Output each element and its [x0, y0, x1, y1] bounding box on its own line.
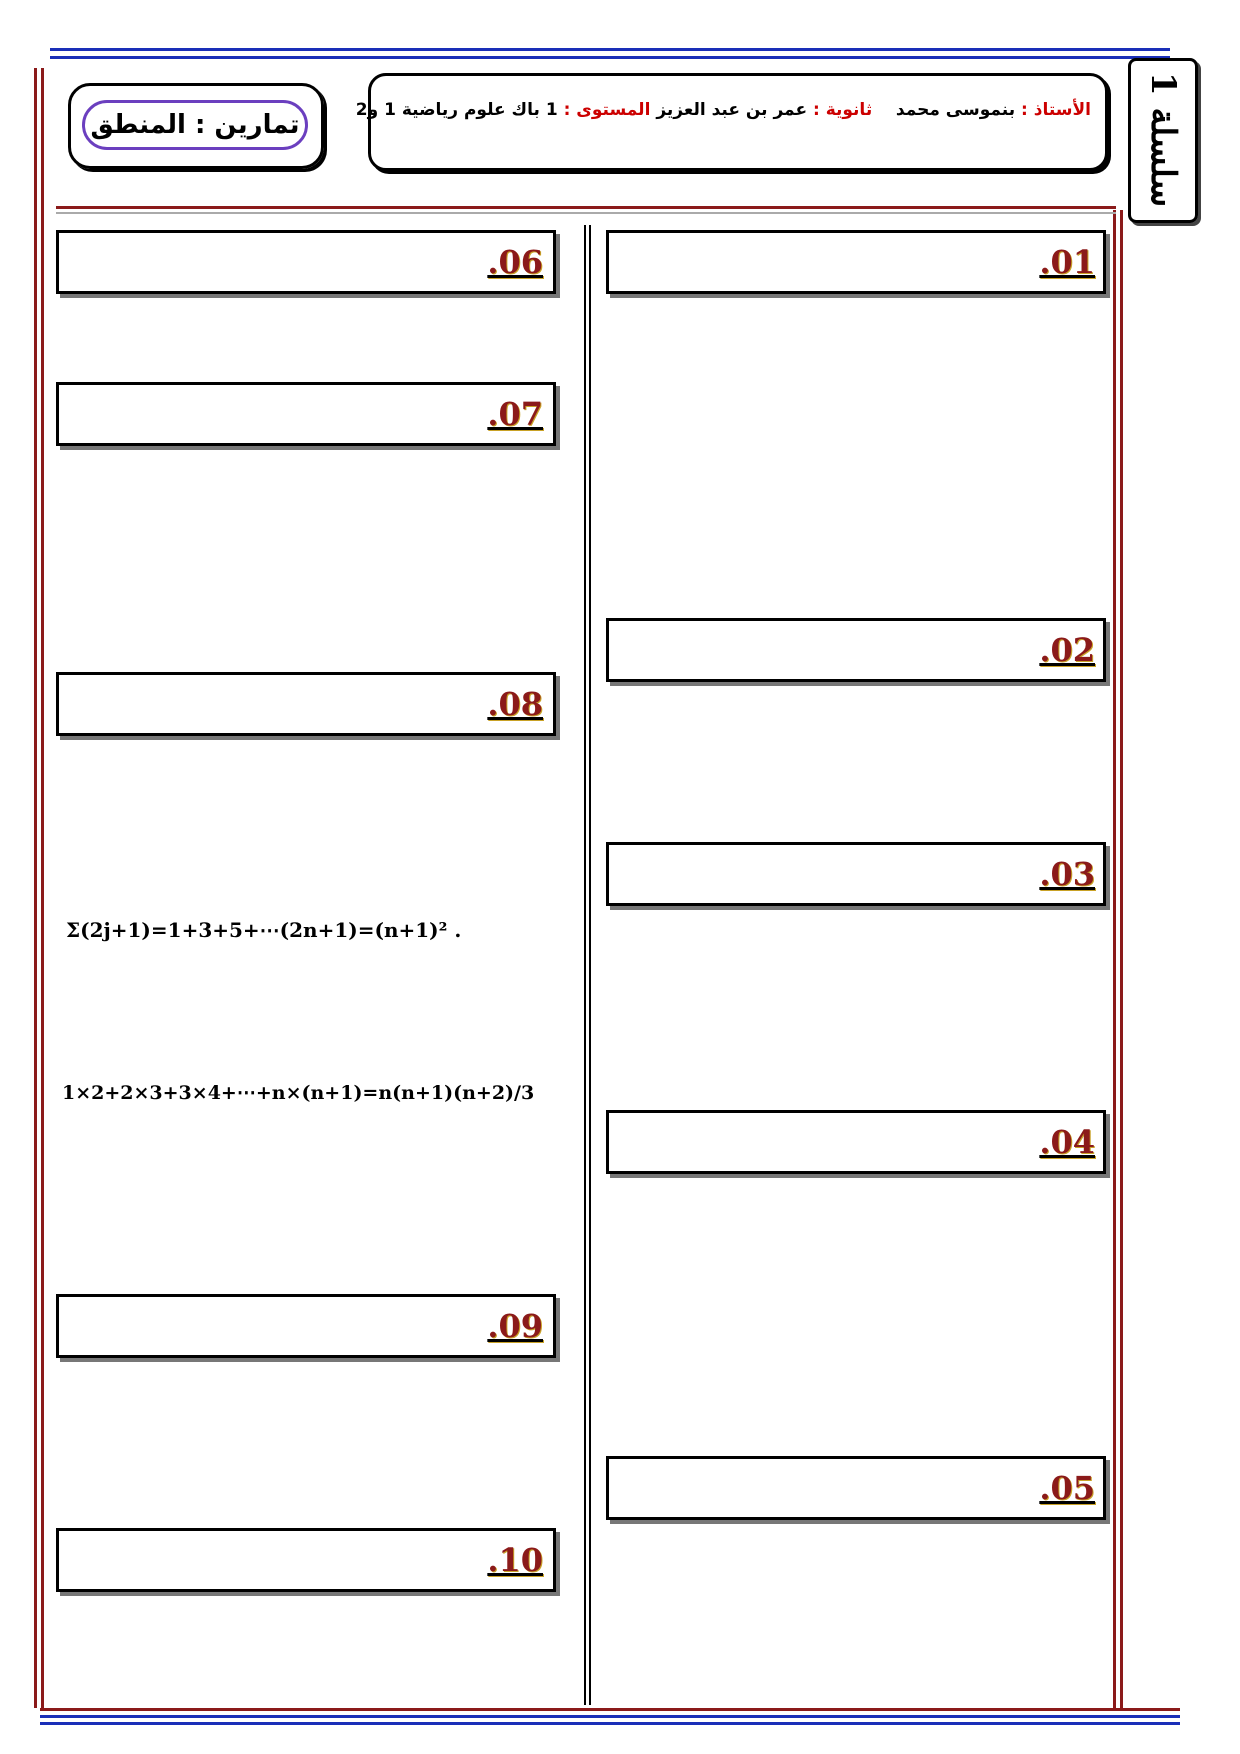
info-line	[356, 100, 1091, 120]
right-border-line	[1120, 210, 1123, 1708]
exercise-header-08	[56, 672, 556, 736]
exercise-header-07	[56, 382, 556, 446]
exercise-header-02	[606, 618, 1106, 682]
left-border-line	[41, 68, 44, 1708]
exercise-number: .08	[487, 685, 543, 723]
school-label: ثانوية :	[812, 100, 873, 120]
level-label: المستوى :	[563, 100, 651, 120]
exercise-header-01	[606, 230, 1106, 294]
header-separator	[56, 206, 1116, 209]
column-separator	[589, 225, 591, 1705]
formula: 1×2+2×3+3×4+⋯+n×(n+1)=n(n+1)(n+2)/3	[62, 1082, 535, 1104]
bottom-border-line	[40, 1715, 1180, 1718]
exercise-header-04	[606, 1110, 1106, 1174]
top-border-line	[50, 56, 1170, 59]
exercise-number: .10	[487, 1541, 543, 1579]
exercise-number: .03	[1039, 855, 1095, 893]
exercise-number: .02	[1039, 631, 1095, 669]
exercise-header-06	[56, 230, 556, 294]
exercise-header-09	[56, 1294, 556, 1358]
bottom-border-line	[40, 1722, 1180, 1725]
column-separator	[584, 225, 586, 1705]
exercise-number: .07	[487, 395, 543, 433]
exercise-number: .04	[1039, 1123, 1095, 1161]
level-value: 1 باك علوم رياضية 1 و2	[355, 100, 558, 120]
exercise-header-10	[56, 1528, 556, 1592]
formula: Σ(2j+1)=1+3+5+⋯(2n+1)=(n+1)² .	[66, 918, 462, 942]
teacher-label: الأستاذ :	[1021, 100, 1091, 120]
top-border-line	[50, 48, 1170, 51]
header-separator	[56, 212, 1116, 214]
exercise-number: .01	[1039, 243, 1095, 281]
exercise-number: .06	[487, 243, 543, 281]
exercise-number: .05	[1039, 1469, 1095, 1507]
school-name: عمر بن عبد العزيز	[656, 100, 808, 120]
right-border-line	[1113, 210, 1116, 1708]
exercise-header-05	[606, 1456, 1106, 1520]
teacher-name: بنموسى محمد	[895, 100, 1016, 120]
exercise-number: .09	[487, 1307, 543, 1345]
bottom-border-line	[40, 1708, 1180, 1711]
series-label: سلسلة 1	[1143, 72, 1183, 208]
left-border-line	[34, 68, 37, 1708]
info-box	[355, 73, 1108, 171]
exercise-header-03	[606, 842, 1106, 906]
page-title: تمارين : المنطق	[82, 100, 308, 150]
